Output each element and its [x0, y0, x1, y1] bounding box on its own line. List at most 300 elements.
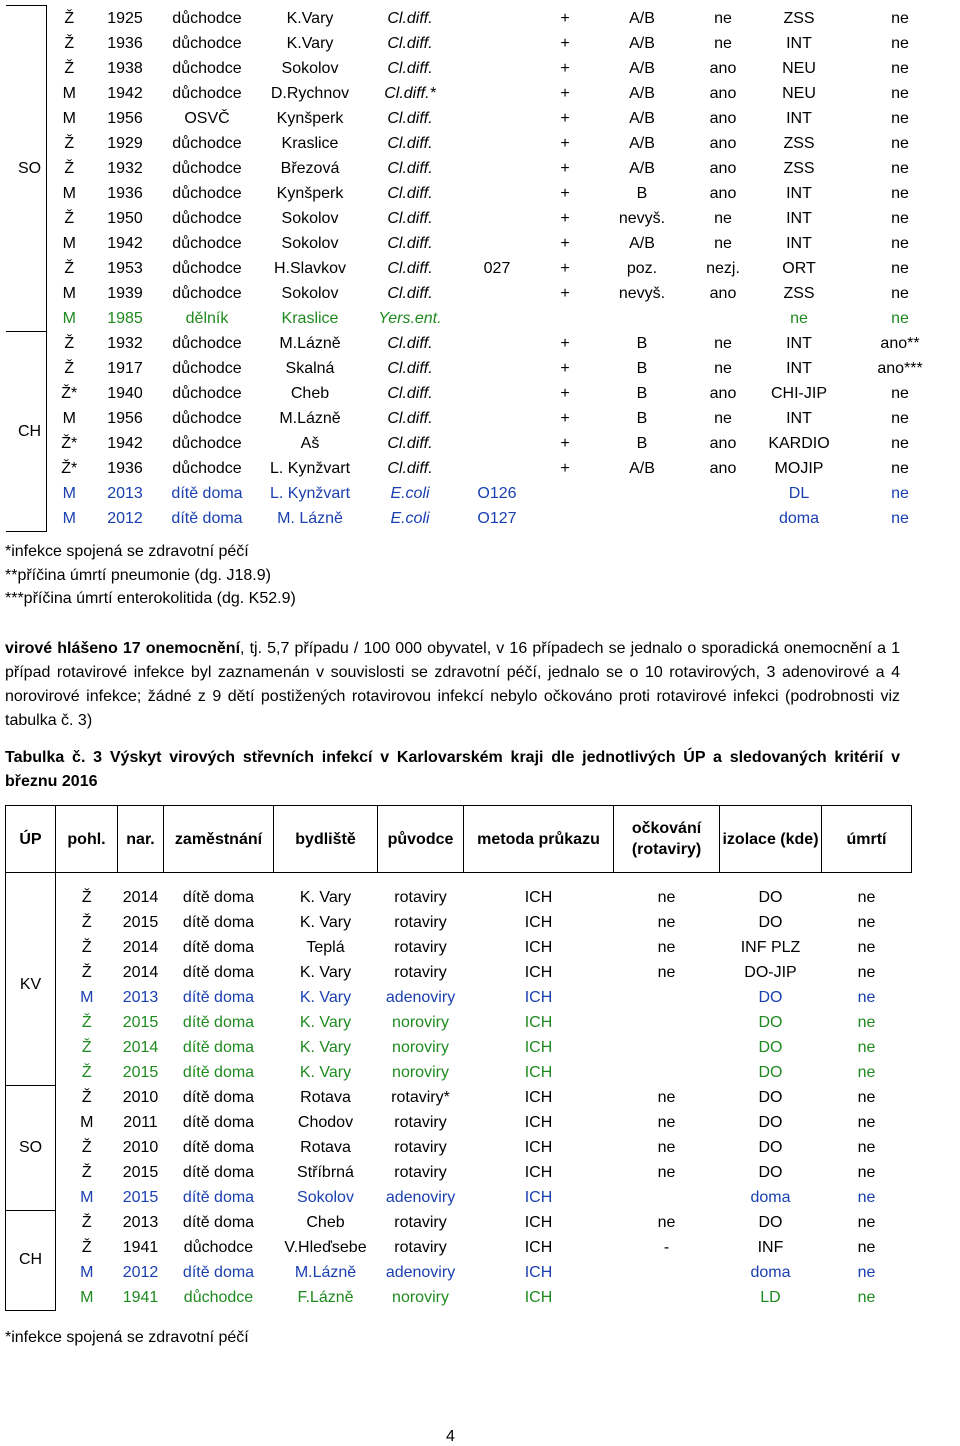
cell-death: ne	[891, 510, 909, 527]
table-row	[6, 1210, 912, 1235]
cell-agent: Yers.ent.	[378, 310, 442, 327]
cell-plus: +	[560, 110, 570, 127]
cell-vacc	[614, 1035, 720, 1060]
cell-agent: rotaviry	[394, 1138, 447, 1156]
cell-sex: M	[80, 1288, 94, 1306]
column-header: úmrtí	[822, 806, 912, 873]
cell-sex: Ž*	[61, 435, 78, 452]
cell-vacc	[692, 307, 754, 332]
cell-vacc	[614, 1010, 720, 1035]
cell-death: ne	[857, 1163, 876, 1181]
cell-vacc: ano	[709, 460, 737, 477]
cell-year: 2014	[122, 1038, 159, 1056]
cell-iso: doma	[750, 1263, 791, 1281]
cell-death: ne	[891, 210, 909, 227]
cell-sex: Ž	[64, 35, 75, 52]
cell-agent: noroviry	[392, 1063, 449, 1081]
cell-sex: Ž	[64, 135, 75, 152]
cell-vacc: ne	[657, 1213, 676, 1231]
cell-year: 1929	[107, 135, 143, 152]
cell-iso: DO	[758, 1163, 783, 1181]
cell-year: 1939	[107, 285, 143, 302]
cell-job: důchodce	[172, 160, 242, 177]
cell-city: Kraslice	[281, 310, 339, 327]
cell-year: 2015	[122, 1163, 159, 1181]
cell-type: B	[636, 185, 648, 202]
cell-extra	[456, 182, 538, 207]
cell-year: 1942	[107, 85, 143, 102]
column-header: nar.	[118, 806, 164, 873]
cell-year: 2012	[122, 1263, 159, 1281]
table-notes	[5, 540, 296, 611]
cell-type	[592, 507, 692, 532]
cell-city: K. Vary	[299, 888, 352, 906]
cell-type	[592, 307, 692, 332]
table-row	[6, 910, 912, 935]
cell-city: Cheb	[306, 1213, 345, 1231]
cell-vacc: ano	[709, 185, 737, 202]
cell-plus: +	[560, 60, 570, 77]
cell-vacc	[692, 507, 754, 532]
cell-death: ne	[891, 310, 909, 327]
cell-agent: rotaviry	[394, 1213, 447, 1231]
cell-plus: +	[560, 185, 570, 202]
cell-plus: +	[560, 235, 570, 252]
cell-agent: Cl.diff.	[387, 110, 433, 127]
cell-iso: INF	[757, 1238, 784, 1256]
cell-extra	[456, 332, 538, 357]
cell-plus: +	[560, 285, 570, 302]
cell-city: K. Vary	[299, 1013, 352, 1031]
cell-sex: M	[62, 485, 76, 502]
cell-year: 1950	[107, 210, 143, 227]
cell-iso: DO	[758, 1113, 783, 1131]
cell-sex: M	[80, 1263, 94, 1281]
cell-plus	[538, 307, 592, 332]
cell-iso: DO	[758, 1213, 783, 1231]
table-row	[6, 1135, 912, 1160]
cell-death: ne	[891, 60, 909, 77]
cell-year: 1940	[107, 385, 143, 402]
cell-vacc: ano	[709, 285, 737, 302]
cell-method: ICH	[524, 913, 553, 931]
cell-death: ne	[891, 85, 909, 102]
cell-death: ne	[857, 1238, 876, 1256]
cell-iso: ZSS	[783, 160, 815, 177]
cell-agent: Cl.diff.	[387, 435, 433, 452]
cell-death: ne	[891, 260, 909, 277]
cell-job: důchodce	[172, 185, 242, 202]
cell-sex: M	[62, 410, 76, 427]
cell-vacc: ne	[657, 1163, 676, 1181]
cell-iso: INT	[786, 335, 812, 352]
table-row	[6, 57, 956, 82]
cell-vacc: ano	[709, 385, 737, 402]
cell-agent: noroviry	[392, 1038, 449, 1056]
cell-job: OSVČ	[184, 110, 230, 127]
cell-plus: +	[560, 435, 570, 452]
cell-death: ne	[891, 460, 909, 477]
cell-agent: noroviry	[392, 1288, 449, 1306]
cell-city: Kynšperk	[276, 185, 344, 202]
column-header: metoda průkazu	[464, 806, 614, 873]
cell-plus: +	[560, 85, 570, 102]
cell-vacc	[614, 1185, 720, 1210]
cell-city: L. Kynžvart	[269, 460, 351, 477]
cell-vacc: ne	[714, 410, 732, 427]
cell-city: M. Lázně	[277, 510, 343, 527]
cell-city: Sokolov	[281, 285, 339, 302]
table-row	[6, 332, 956, 357]
cell-year: 2014	[122, 888, 159, 906]
cell-year: 1941	[122, 1288, 159, 1306]
cell-death: ne	[857, 988, 876, 1006]
cell-extra	[456, 457, 538, 482]
region-cell: CH	[6, 332, 46, 532]
cell-sex: Ž	[81, 1213, 92, 1231]
cell-city: Cheb	[290, 385, 330, 402]
cell-death: ne	[857, 1113, 876, 1131]
cell-method: ICH	[524, 1088, 553, 1106]
cell-iso: ORT	[782, 260, 816, 277]
cell-iso: INT	[786, 35, 812, 52]
table-row	[6, 282, 956, 307]
cell-agent: rotaviry	[394, 1163, 447, 1181]
cell-death: ne	[857, 1213, 876, 1231]
cell-plus: +	[560, 135, 570, 152]
cell-sex: Ž	[64, 9, 75, 27]
cell-sex: M	[62, 285, 76, 302]
cell-city: Chodov	[297, 1113, 354, 1131]
cell-method: ICH	[524, 938, 553, 956]
cell-method: ICH	[524, 988, 553, 1006]
cell-type	[592, 482, 692, 507]
cell-type: B	[636, 335, 648, 352]
column-header: pohl.	[56, 806, 118, 873]
cell-type: A/B	[629, 235, 655, 252]
cell-extra	[456, 357, 538, 382]
column-header: izolace (kde)	[720, 806, 822, 873]
cell-job: důchodce	[172, 410, 242, 427]
cell-iso: NEU	[782, 60, 816, 77]
cell-vacc: ne	[714, 210, 732, 227]
cell-plus: +	[560, 360, 570, 377]
cell-plus: +	[560, 335, 570, 352]
cell-iso: INT	[786, 210, 812, 227]
cell-extra	[456, 282, 538, 307]
cell-job: dítě doma	[182, 1188, 255, 1206]
cell-vacc: ne	[657, 913, 676, 931]
cell-death: ne	[891, 160, 909, 177]
page-number: 4	[446, 1428, 455, 1445]
cell-year: 2011	[123, 1113, 158, 1131]
cell-method: ICH	[524, 1188, 553, 1206]
cell-iso: MOJIP	[774, 460, 824, 477]
cell-iso: INT	[786, 410, 812, 427]
cell-city: F.Lázně	[297, 1288, 354, 1306]
cell-death: ne	[857, 1263, 876, 1281]
cell-city: K. Vary	[299, 1063, 352, 1081]
viral-summary-text: , tj. 5,7 případu / 100 000 obyvatel, v 16 případech se jednalo o sporadická onemocnění a 1 případ rotavirové infekce byl zaznamenán v souvislosti se zdravotní péčí, jednalo se o 10 rotavirových, 3 adenovirové a 4 norovirové infekce; žádné z 9 dětí postižených rotavirovou infekcí nebylo očkováno proti rotavirové infekci (podrobnosti viz tabulka č. 3)	[5, 640, 901, 729]
cell-sex: M	[80, 1188, 94, 1206]
cell-agent: Cl.diff.	[387, 335, 433, 352]
cell-vacc: ne	[657, 938, 676, 956]
cell-vacc: -	[663, 1238, 670, 1256]
cell-job: dítě doma	[182, 1113, 255, 1131]
cell-city: M.Lázně	[279, 335, 341, 352]
cell-method: ICH	[524, 1063, 553, 1081]
cell-year: 1936	[107, 185, 143, 202]
cell-agent: noroviry	[392, 1013, 449, 1031]
cell-year: 2015	[122, 913, 159, 931]
cell-agent: rotaviry*	[391, 1088, 450, 1106]
cell-death: ne	[891, 110, 909, 127]
cell-year: 2013	[122, 988, 159, 1006]
cell-vacc: ano	[709, 85, 737, 102]
cell-vacc: ne	[657, 963, 676, 981]
cell-iso: INT	[786, 360, 812, 377]
cell-vacc: ano	[709, 160, 737, 177]
cell-city: Teplá	[306, 938, 345, 956]
table-row	[6, 1285, 912, 1310]
cell-type: B	[636, 410, 648, 427]
cell-iso: NEU	[782, 85, 816, 102]
cell-job: dítě doma	[182, 1088, 255, 1106]
cell-extra	[456, 6, 538, 32]
region-cell: SO	[6, 6, 46, 332]
cell-type: A/B	[629, 460, 655, 477]
cell-city: Sokolov	[281, 60, 339, 77]
cell-job: důchodce	[183, 1288, 254, 1306]
cell-sex: Ž	[81, 1088, 92, 1106]
cell-agent: rotaviry	[394, 913, 447, 931]
cell-job: důchodce	[172, 385, 242, 402]
column-header: očkování (rotaviry)	[614, 806, 720, 873]
cell-death: ne	[857, 1013, 876, 1031]
cell-extra	[456, 432, 538, 457]
cell-vacc: ne	[714, 9, 732, 27]
viral-summary-paragraph	[5, 637, 900, 733]
table-row	[6, 132, 956, 157]
table-row	[6, 207, 956, 232]
cell-iso: LD	[760, 1288, 781, 1306]
cell-year: 1925	[107, 9, 143, 27]
table-row	[6, 935, 912, 960]
cell-agent: E.coli	[390, 485, 430, 502]
column-header: bydliště	[274, 806, 378, 873]
cell-death: ne	[857, 1038, 876, 1056]
cell-method: ICH	[524, 1013, 553, 1031]
cell-city: K. Vary	[299, 963, 352, 981]
cell-agent: Cl.diff.	[387, 410, 433, 427]
cell-extra: O126	[477, 485, 517, 502]
cell-plus	[538, 482, 592, 507]
cell-plus: +	[560, 9, 570, 27]
table-row	[6, 1260, 912, 1285]
table-row	[6, 1235, 912, 1260]
cell-iso: KARDIO	[768, 435, 830, 452]
cell-plus: +	[560, 210, 570, 227]
table-row	[6, 407, 956, 432]
cell-job: důchodce	[172, 85, 242, 102]
cell-job: důchodce	[172, 9, 242, 27]
cell-agent: rotaviry	[394, 963, 447, 981]
cell-job: důchodce	[172, 435, 242, 452]
cell-city: K.Vary	[286, 35, 334, 52]
cell-year: 1956	[107, 410, 143, 427]
cell-iso: DO	[758, 1138, 783, 1156]
cell-city: M.Lázně	[294, 1263, 357, 1281]
cell-iso: DO	[758, 1063, 783, 1081]
cell-year: 2015	[122, 1063, 159, 1081]
cell-iso: DO	[758, 1088, 783, 1106]
cell-sex: Ž*	[61, 385, 78, 402]
table-row	[6, 1060, 912, 1085]
cell-extra	[456, 57, 538, 82]
table-row	[6, 1185, 912, 1210]
note-line: **příčina úmrtí pneumonie (dg. J18.9)	[5, 566, 271, 584]
cell-city: Rotava	[300, 1088, 351, 1106]
cell-extra	[456, 307, 538, 332]
cell-job: důchodce	[172, 285, 242, 302]
cell-year: 2013	[107, 485, 143, 502]
cell-extra	[456, 132, 538, 157]
cell-plus: +	[560, 385, 570, 402]
cell-agent: rotaviry	[394, 888, 447, 906]
cell-iso: doma	[750, 1188, 791, 1206]
table-row	[6, 1160, 912, 1185]
cell-job: dítě doma	[182, 888, 255, 906]
cell-sex: Ž	[81, 1138, 92, 1156]
table-row	[6, 457, 956, 482]
cell-year: 1956	[107, 110, 143, 127]
cell-death: ne	[857, 1088, 876, 1106]
cell-plus: +	[560, 460, 570, 477]
cell-type: A/B	[629, 85, 655, 102]
cell-agent: rotaviry	[394, 1113, 447, 1131]
cell-agent: Cl.diff.	[387, 60, 433, 77]
cell-agent: adenoviry	[385, 1188, 456, 1206]
cell-sex: Ž	[64, 335, 75, 352]
cell-year: 1942	[107, 235, 143, 252]
cell-type: nevyš.	[618, 285, 666, 302]
cell-type: A/B	[629, 160, 655, 177]
cell-sex: Ž	[64, 210, 75, 227]
cell-extra: O127	[477, 510, 517, 527]
cell-iso: INF PLZ	[740, 938, 801, 956]
cell-death: ne	[857, 963, 876, 981]
cell-type: B	[636, 435, 648, 452]
cell-year: 1938	[107, 60, 143, 77]
cell-job: důchodce	[172, 360, 242, 377]
cell-year: 1932	[107, 160, 143, 177]
cell-iso: DO	[758, 1013, 783, 1031]
cell-iso: DO	[758, 913, 783, 931]
cell-death: ne	[891, 235, 909, 252]
cell-vacc: ne	[714, 35, 732, 52]
cell-year: 1942	[107, 435, 143, 452]
region-cell: SO	[6, 1085, 56, 1210]
table-row	[6, 985, 912, 1010]
cell-death: ne	[857, 888, 876, 906]
cell-agent: Cl.diff.	[387, 9, 433, 27]
spacer-cell	[56, 873, 912, 886]
column-header: zaměstnání	[164, 806, 274, 873]
cell-plus	[538, 507, 592, 532]
cell-job: dítě doma	[182, 1013, 255, 1031]
cell-iso: INT	[786, 235, 812, 252]
cell-vacc: ne	[657, 1088, 676, 1106]
cell-vacc: ano	[709, 135, 737, 152]
cell-iso: CHI-JIP	[771, 385, 827, 402]
column-header: ÚP	[6, 806, 56, 873]
cell-job: dělník	[185, 310, 229, 327]
table-row	[6, 382, 956, 407]
cell-extra	[456, 407, 538, 432]
cell-iso: DO	[758, 888, 783, 906]
table-row	[6, 1010, 912, 1035]
cell-type: nevyš.	[618, 210, 666, 227]
cell-city: Sokolov	[297, 1188, 354, 1206]
cell-sex: Ž	[64, 160, 75, 177]
cell-job: dítě doma	[182, 1263, 255, 1281]
spacer-row	[6, 873, 912, 886]
cell-death: ne	[857, 1288, 876, 1306]
cell-method: ICH	[524, 1263, 553, 1281]
cell-agent: Cl.diff.	[387, 185, 433, 202]
cell-plus: +	[560, 260, 570, 277]
table-row	[6, 357, 956, 382]
cell-sex: M	[62, 185, 76, 202]
cell-death: ne	[891, 135, 909, 152]
cell-year: 1985	[107, 310, 143, 327]
cell-agent: Cl.diff.*	[384, 85, 436, 102]
cell-job: důchodce	[172, 35, 242, 52]
cell-death: ne	[891, 35, 909, 52]
cell-sex: Ž	[64, 360, 75, 377]
cell-extra	[456, 157, 538, 182]
cell-city: K. Vary	[299, 1038, 352, 1056]
cell-sex: Ž	[81, 1238, 92, 1256]
cell-year: 2010	[122, 1088, 159, 1106]
cell-city: D.Rychnov	[270, 85, 350, 102]
note-line: ***příčina úmrtí enterokolitida (dg. K52.9)	[5, 590, 296, 607]
cell-year: 1932	[107, 335, 143, 352]
cell-vacc	[614, 985, 720, 1010]
cell-city: K. Vary	[299, 988, 352, 1006]
cell-method: ICH	[524, 1238, 553, 1256]
cell-year: 2010	[122, 1138, 159, 1156]
cell-agent: Cl.diff.	[387, 285, 433, 302]
cell-job: důchodce	[172, 260, 242, 277]
cell-method: ICH	[524, 1288, 553, 1306]
cell-death: ano***	[877, 360, 923, 377]
footnote: *infekce spojená se zdravotní péčí	[5, 1329, 249, 1346]
cell-method: ICH	[524, 1038, 553, 1056]
table-row	[6, 960, 912, 985]
cell-agent: Cl.diff.	[387, 260, 433, 277]
cell-vacc	[614, 1060, 720, 1085]
note-line: *infekce spojená se zdravotní péčí	[5, 543, 249, 560]
cell-sex: M	[62, 310, 76, 327]
cell-death: ne	[857, 1188, 876, 1206]
cell-type: A/B	[629, 35, 655, 52]
cell-job: důchodce	[172, 60, 242, 77]
table-row	[6, 82, 956, 107]
cell-method: ICH	[524, 1138, 553, 1156]
cell-city: Skalná	[285, 360, 335, 377]
cell-sex: Ž	[81, 1013, 92, 1031]
